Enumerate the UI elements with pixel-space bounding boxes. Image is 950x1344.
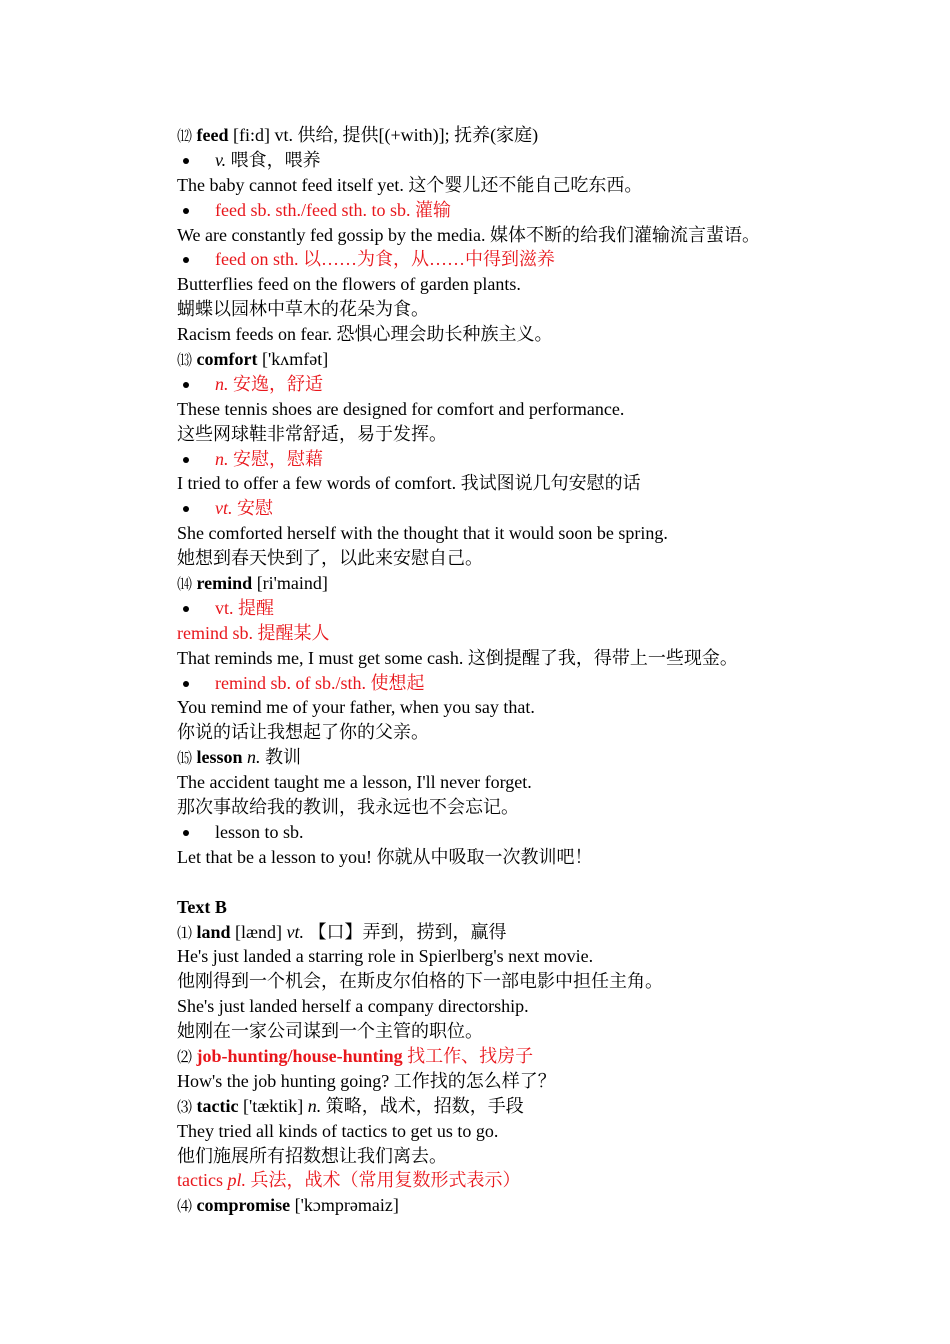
section-title-text: Text B [177, 896, 227, 917]
sense-text: 喂食，喂养 [226, 149, 321, 170]
example-sentence: He's just landed a starring role in Spierlberg's next movie. [177, 946, 594, 967]
entry-land-heading [177, 920, 877, 945]
part-of-speech: n. [215, 373, 229, 394]
part-of-speech: pl. [227, 1170, 246, 1191]
example-sentence: That reminds me, I must get some cash. 这倒提醒了我，得带上一些现金。 [177, 647, 738, 668]
entry-tactic-heading [177, 1094, 877, 1119]
entry-phonetic: [ri'maind] [252, 573, 328, 594]
example-sentence: How's the job hunting going? 工作找的怎么样了？ [177, 1070, 556, 1091]
entry-phonetic: ['tæktik] [238, 1095, 308, 1116]
entry-number: ⒂ [177, 751, 193, 768]
example-sentence: She's just landed herself a company directorship. [177, 996, 529, 1017]
example-translation: 他们施展所有招数想让我们离去。 [177, 1145, 447, 1166]
bullet-sense [177, 496, 877, 521]
entry-lesson-heading [177, 745, 877, 770]
part-of-speech: n. [215, 448, 229, 469]
bullet-sense [177, 447, 877, 472]
headword: comfort [196, 349, 258, 370]
headword: remind [196, 573, 253, 594]
example-translation: 他刚得到一个机会，在斯皮尔伯格的下一部电影中担任主角。 [177, 971, 663, 992]
example-translation: 她想到春天快到了，以此来安慰自己。 [177, 548, 483, 569]
entry-number: ⑷ [177, 1199, 193, 1216]
example-sentence: Butterflies feed on the flowers of garden plants. [177, 274, 521, 295]
entry-compromise-heading [177, 1193, 877, 1218]
example-translation: 蝴蝶以园林中草木的花朵为食。 [177, 299, 429, 320]
entry-phonetic: ['kɔmprəmaiz] [290, 1195, 399, 1216]
example-sentence: Racism feeds on fear. 恐惧心理会助长种族主义。 [177, 324, 553, 345]
phrase-line [177, 1168, 877, 1193]
entry-phonetic: [lænd] [230, 921, 287, 942]
sense-text: 兵法，战术（常用复数形式表示） [246, 1170, 521, 1191]
example-sentence: The baby cannot feed itself yet. 这个婴儿还不能自己吃东西。 [177, 174, 643, 195]
headword: job-hunting/house-hunting [196, 1045, 403, 1066]
example-sentence: She comforted herself with the thought that it would soon be spring. [177, 523, 668, 544]
entry-number: ⑶ [177, 1099, 193, 1116]
entry-comfort-heading [177, 347, 877, 372]
sense-text: 安逸，舒适 [228, 373, 323, 394]
phrase-word: tactics [177, 1170, 228, 1191]
entry-number: ⑴ [177, 925, 193, 942]
example-translation: 她刚在一家公司谋到一个主管的职位。 [177, 1021, 483, 1042]
example-sentence: These tennis shoes are designed for comfort and performance. [177, 398, 625, 419]
bullet-phrase: feed on sth. 以……为食，从……中得到滋养 [177, 247, 877, 272]
bullet-phrase: remind sb. of sb./sth. 使想起 [177, 671, 877, 696]
example-sentence: Let that be a lesson to you! 你就从中吸取一次教训吧！ [177, 846, 593, 867]
sense-text: 策略，战术，招数，手段 [321, 1095, 524, 1116]
example-sentence: The accident taught me a lesson, I'll never forget. [177, 772, 532, 793]
example-sentence: We are constantly fed gossip by the media. 媒体不断的给我们灌输流言蜚语。 [177, 224, 760, 245]
part-of-speech: n. [247, 747, 261, 768]
example-sentence: I tried to offer a few words of comfort. 我试图说几句安慰的话 [177, 473, 641, 494]
entry-remind-heading [177, 571, 877, 596]
sense-text: 安慰，慰藉 [228, 448, 323, 469]
bullet-phrase: feed sb. sth./feed sth. to sb. 灌输 [177, 198, 877, 223]
bullet-sense [177, 148, 877, 173]
headword: tactic [196, 1095, 239, 1116]
bullet-sense [177, 372, 877, 397]
document-page [177, 123, 877, 1218]
headword: land [196, 921, 231, 942]
headword: feed [196, 125, 229, 145]
part-of-speech: v. [215, 149, 227, 170]
headword: compromise [196, 1195, 291, 1216]
part-of-speech: vt. [215, 498, 233, 519]
sense-text: 找工作、找房子 [402, 1045, 534, 1066]
headword: lesson [196, 747, 243, 768]
bullet-sense: vt. 提醒 [177, 596, 877, 621]
example-sentence: They tried all kinds of tactics to get us to go. [177, 1120, 499, 1141]
entry-number: ⒀ [177, 353, 193, 370]
example-translation: 那次事故给我的教训，我永远也不会忘记。 [177, 797, 519, 818]
sense-text: 教训 [260, 747, 302, 768]
phrase-line: remind sb. 提醒某人 [177, 622, 330, 643]
part-of-speech: vt. [286, 921, 305, 942]
entry-job-hunting-heading [177, 1044, 877, 1069]
part-of-speech: n. [307, 1095, 322, 1116]
section-title [177, 895, 877, 920]
entry-number: ⑿ [177, 129, 193, 145]
spacer [177, 870, 877, 895]
example-translation: 这些网球鞋非常舒适，易于发挥。 [177, 423, 447, 444]
entry-feed-heading [177, 123, 877, 148]
example-sentence: You remind me of your father, when you say that. [177, 697, 535, 718]
example-translation: 你说的话让我想起了你的父亲。 [177, 722, 429, 743]
entry-number: ⑵ [177, 1049, 193, 1066]
entry-phonetic: ['kʌmfət] [257, 349, 329, 370]
bullet-phrase: lesson to sb. [177, 820, 877, 845]
entry-number: ⒁ [177, 577, 193, 594]
sense-text: 【口】弄到，捞到，赢得 [304, 921, 507, 942]
entry-definition: [fi:d] vt. 供给, 提供[(+with)]; 抚养(家庭) [228, 125, 539, 145]
sense-text: 安慰 [232, 498, 273, 519]
